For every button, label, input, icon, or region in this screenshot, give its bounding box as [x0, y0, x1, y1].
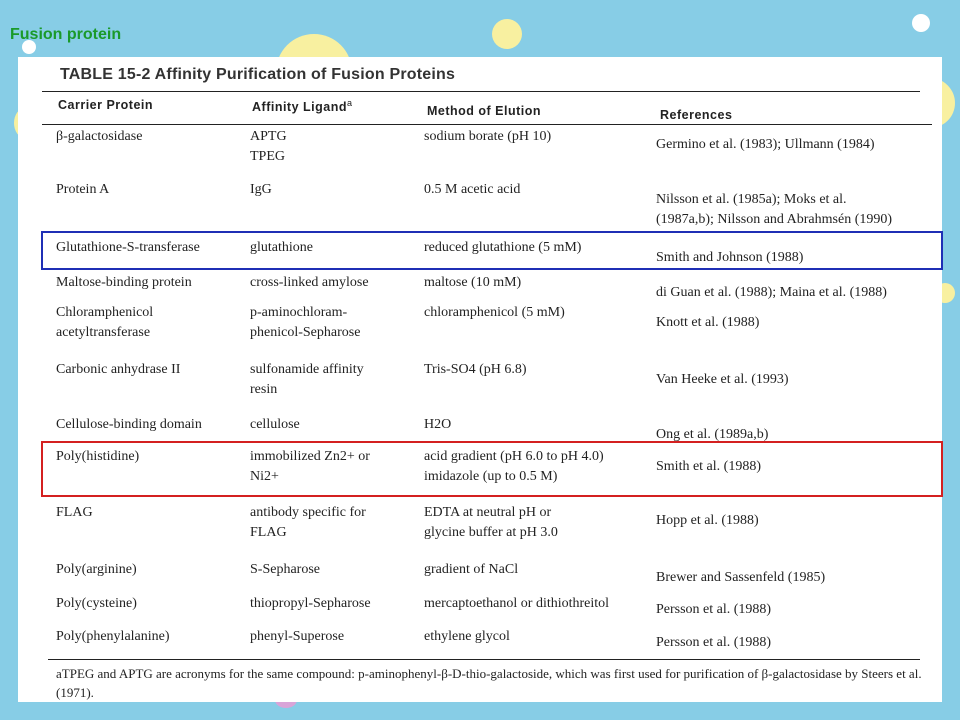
cell-ligand: phenyl-Superose: [250, 629, 345, 644]
header-ligand: [252, 98, 353, 114]
cell-ligand: sulfonamide affinity resin: [250, 362, 364, 397]
slide-title: Fusion protein: [10, 26, 122, 43]
cell-refs: Smith et al. (1988): [656, 459, 761, 474]
cell-carrier: Protein A: [56, 182, 110, 197]
title-rule: [42, 91, 920, 92]
cell-elution: gradient of NaCl: [424, 562, 519, 577]
cell-elution: acid gradient (pH 6.0 to pH 4.0) imidazole (up to 0.5 M): [424, 449, 604, 484]
cell-refs: Van Heeke et al. (1993): [656, 372, 789, 387]
table-footnote: aTPEG and APTG are acronyms for the same compound: p-aminophenyl-β-D-thio-galactoside, which was first used for purification of β-galactosidase by Steers et al. (1971).: [56, 666, 922, 700]
cell-elution: EDTA at neutral pH or glycine buffer at pH 3.0: [424, 505, 558, 540]
cell-ligand: thiopropyl-Sepharose: [250, 596, 371, 611]
cell-carrier: Poly(cysteine): [56, 596, 137, 611]
cell-carrier: Poly(histidine): [56, 449, 140, 464]
cell-elution: maltose (10 mM): [424, 275, 522, 290]
cell-carrier: β-galactosidase: [56, 129, 143, 144]
cell-ligand: S-Sepharose: [250, 562, 320, 577]
cell-refs: di Guan et al. (1988); Maina et al. (1988): [656, 285, 887, 300]
cell-carrier: Poly(arginine): [56, 562, 137, 577]
highlight-polyhis-row: [41, 441, 943, 497]
cell-ligand: IgG: [250, 182, 272, 197]
header-rule: [42, 124, 932, 125]
cell-elution: sodium borate (pH 10): [424, 129, 552, 144]
cell-refs: Knott et al. (1988): [656, 315, 760, 330]
cell-carrier: Carbonic anhydrase II: [56, 362, 181, 377]
highlight-gst-row: [41, 231, 943, 270]
cell-refs: Hopp et al. (1988): [656, 513, 759, 528]
cell-ligand: cellulose: [250, 417, 300, 432]
bottom-rule: [48, 659, 920, 660]
cell-refs: Ong et al. (1989a,b): [656, 427, 769, 442]
cell-carrier: Poly(phenylalanine): [56, 629, 170, 644]
cell-carrier: Glutathione-S-transferase: [56, 240, 200, 255]
cell-refs: Persson et al. (1988): [656, 635, 772, 650]
cell-refs: Persson et al. (1988): [656, 602, 772, 617]
cell-elution: reduced glutathione (5 mM): [424, 240, 582, 255]
cell-ligand: glutathione: [250, 240, 313, 255]
cell-carrier: Cellulose-binding domain: [56, 417, 202, 432]
cell-elution: 0.5 M acetic acid: [424, 182, 521, 197]
cell-ligand: p-aminochloram- phenicol-Sepharose: [250, 305, 361, 340]
decor-dot: [912, 14, 930, 32]
header-ligand-label: Affinity Ligand: [252, 100, 347, 115]
table-title: TABLE 15-2 Affinity Purification of Fusion Proteins: [60, 66, 456, 83]
cell-ligand: cross-linked amylose: [250, 275, 369, 290]
cell-carrier: Maltose-binding protein: [56, 275, 192, 290]
cell-ligand: antibody specific for FLAG: [250, 505, 366, 540]
header-elution: Method of Elution: [427, 104, 542, 118]
cell-elution: H2O: [424, 417, 452, 432]
cell-elution: Tris-SO4 (pH 6.8): [424, 362, 527, 377]
cell-carrier: Chloramphenicol acetyltransferase: [56, 305, 154, 340]
cell-refs: Germino et al. (1983); Ullmann (1984): [656, 137, 875, 152]
cell-elution: ethylene glycol: [424, 629, 510, 644]
cell-ligand: immobilized Zn2+ or Ni2+: [250, 449, 370, 484]
decor-dot: [492, 19, 522, 49]
cell-carrier: FLAG: [56, 505, 93, 520]
cell-refs: Nilsson et al. (1985a); Moks et al. (1987a,b); Nilsson and Abrahmsén (1990): [656, 192, 893, 227]
cell-refs: Smith and Johnson (1988): [656, 250, 804, 265]
cell-elution: mercaptoethanol or dithiothreitol: [424, 596, 610, 611]
header-refs: References: [660, 108, 733, 122]
header-carrier: Carrier Protein: [58, 98, 154, 112]
header-ligand-sup: a: [347, 98, 353, 108]
cell-elution: chloramphenicol (5 mM): [424, 305, 565, 320]
cell-refs: Brewer and Sassenfeld (1985): [656, 570, 826, 585]
cell-ligand: APTG TPEG: [250, 129, 287, 164]
